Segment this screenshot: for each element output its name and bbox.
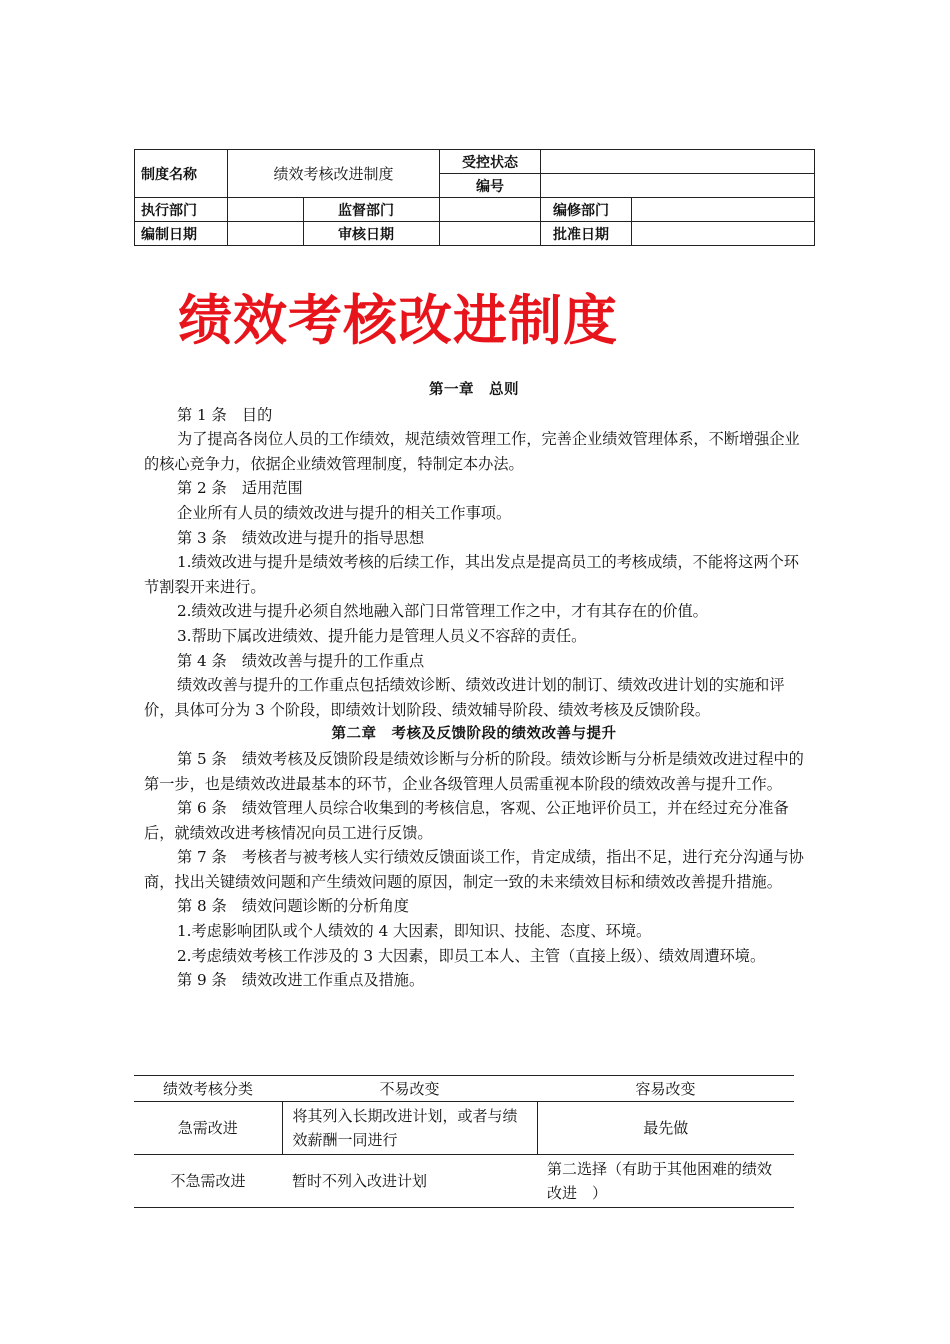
article-1-title: 第 1 条 目的 — [177, 405, 273, 424]
article-8-item-1: 1.考虑影响团队或个人绩效的 4 大因素，即知识、技能、态度、环境。 — [177, 922, 652, 941]
article-4-text: 绩效改善与提升的工作重点包括绩效诊断、绩效改进计划的制订、绩效改进计划的实施和评价，具体可分为 3 个阶段，即绩效计划阶段、绩效辅导阶段、绩效考核及反馈阶段。 — [144, 676, 785, 719]
document-control-table — [134, 149, 815, 246]
table-row — [134, 1155, 794, 1208]
matrix-header-row — [134, 1076, 794, 1102]
article-3-title: 第 3 条 绩效改进与提升的指导思想 — [177, 528, 425, 547]
matrix-header-category: 绩效考核分类 — [134, 1076, 282, 1102]
article-8-item-2: 2.考虑绩效考核工作涉及的 3 大因素，即员工本人、主管（直接上级）、绩效周遭环境。 — [177, 946, 766, 965]
article-3-item-2: 2.绩效改进与提升必须自然地融入部门日常管理工作之中，才有其存在的价值。 — [177, 602, 708, 621]
system-name-label: 制度名称 — [135, 150, 228, 198]
controlled-status-label: 受控状态 — [440, 150, 541, 174]
document-title: 绩效考核改进制度 — [178, 289, 618, 352]
supervising-dept-label: 监督部门 — [304, 198, 440, 222]
executing-dept-value — [228, 198, 304, 222]
article-3-item-3: 3.帮助下属改进绩效、提升能力是管理人员义不容辞的责任。 — [177, 626, 587, 645]
matrix-header-hard-to-change: 不易改变 — [282, 1076, 537, 1102]
table-row — [134, 1102, 794, 1155]
matrix-cell: 急需改进 — [134, 1102, 282, 1155]
chapter-2-heading: 第二章 考核及反馈阶段的绩效改善与提升 — [331, 726, 617, 743]
matrix-header-easy-to-change: 容易改变 — [537, 1076, 794, 1102]
control-row-1 — [135, 150, 815, 174]
control-row-4 — [135, 222, 815, 246]
chapter-1-heading: 第一章 总则 — [429, 382, 519, 398]
article-5-text: 第 5 条 绩效考核及反馈阶段是绩效诊断与分析的阶段。绩效诊断与分析是绩效改进过程中的第一步，也是绩效改进最基本的环节，企业各级管理人员需重视本阶段的绩效改善与提升工作。 — [144, 749, 804, 793]
article-3-item-1: 1.绩效改进与提升是绩效考核的后续工作，其出发点是提高员工的考核成绩，不能将这两个环节割裂开来进行。 — [144, 553, 799, 596]
controlled-status-value — [541, 150, 815, 174]
editing-dept-label: 编修部门 — [541, 198, 632, 222]
matrix-cell: 第二选择（有助于其他困难的绩效改进 ） — [537, 1155, 794, 1208]
control-row-3 — [135, 198, 815, 222]
improvement-matrix-table — [134, 1075, 794, 1208]
prepared-date-label: 编制日期 — [135, 222, 228, 246]
system-name-value: 绩效考核改进制度 — [228, 150, 440, 198]
article-1-text: 为了提高各岗位人员的工作绩效，规范绩效管理工作，完善企业绩效管理体系，不断增强企业的核心竞争力，依据企业绩效管理制度，特制定本办法。 — [144, 430, 800, 473]
prepared-date-value — [228, 222, 304, 246]
article-8-title: 第 8 条 绩效问题诊断的分析角度 — [177, 897, 409, 916]
article-7-text: 第 7 条 考核者与被考核人实行绩效反馈面谈工作，肯定成绩，指出不足，进行充分沟通与协商，找出关键绩效问题和产生绩效问题的原因，制定一致的未来绩效目标和绩效改善提升措施。 — [144, 848, 804, 891]
matrix-cell: 暂时不列入改进计划 — [282, 1155, 537, 1208]
document-body — [144, 378, 804, 993]
approval-date-label: 批准日期 — [541, 222, 632, 246]
article-4-title: 第 4 条 绩效改善与提升的工作重点 — [177, 651, 425, 670]
matrix-cell: 最先做 — [537, 1102, 794, 1155]
matrix-cell: 将其列入长期改进计划，或者与绩效薪酬一同进行 — [282, 1102, 537, 1155]
matrix-cell: 不急需改进 — [134, 1155, 282, 1208]
editing-dept-value — [632, 198, 815, 222]
number-label: 编号 — [440, 174, 541, 198]
review-date-label: 审核日期 — [304, 222, 440, 246]
article-2-text: 企业所有人员的绩效改进与提升的相关工作事项。 — [177, 503, 512, 522]
article-9-title: 第 9 条 绩效改进工作重点及措施。 — [177, 971, 425, 990]
review-date-value — [440, 222, 541, 246]
article-6-text: 第 6 条 绩效管理人员综合收集到的考核信息，客观、公正地评价员工，并在经过充分准备后，就绩效改进考核情况向员工进行反馈。 — [144, 799, 789, 842]
number-value — [541, 174, 815, 198]
supervising-dept-value — [440, 198, 541, 222]
approval-date-value — [632, 222, 815, 246]
executing-dept-label: 执行部门 — [135, 198, 228, 222]
article-2-title: 第 2 条 适用范围 — [177, 479, 303, 498]
